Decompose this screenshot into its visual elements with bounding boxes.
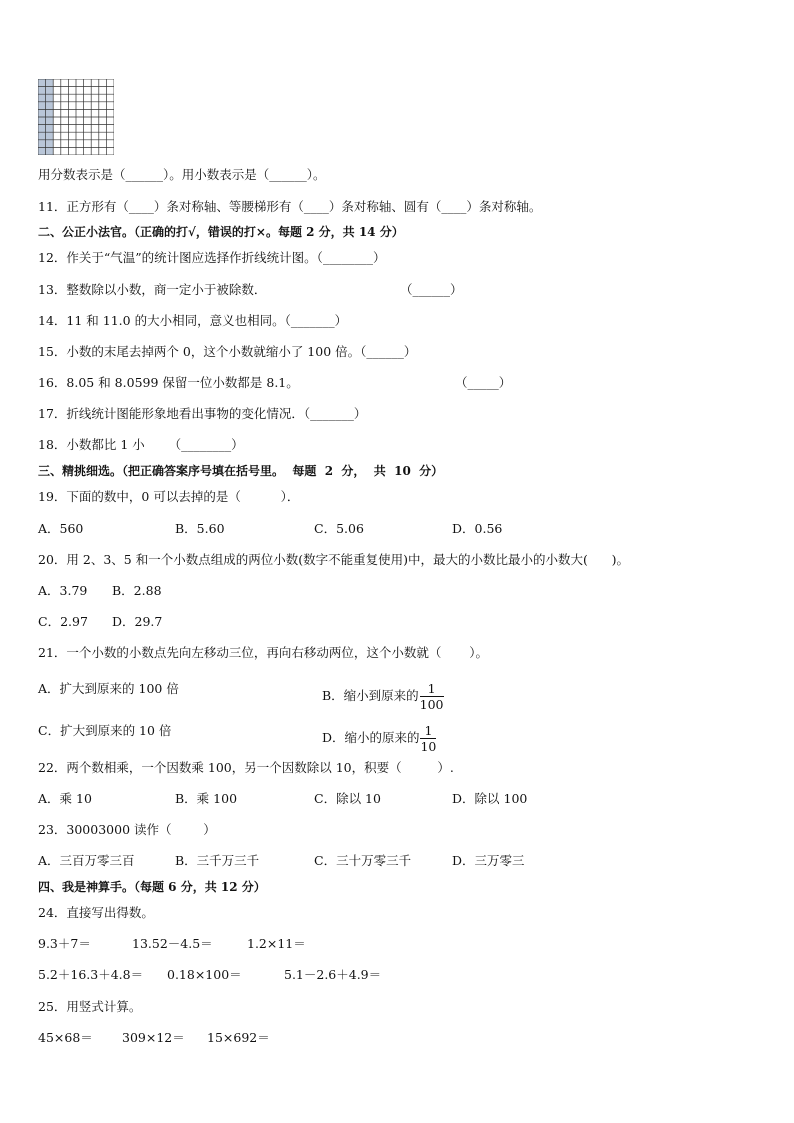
fraction-one-tenth — [420, 723, 436, 754]
section-4-heading: 四、我是神算手。（每题 6 分，共 12 分） — [38, 880, 266, 894]
calc-item: 1.2×11＝ — [247, 936, 306, 951]
calc-item: 5.1－2.6＋4.9＝ — [284, 967, 382, 982]
question-11: 11．正方形有（____）条对称轴、等腰梯形有（____）条对称轴、圆有（____）条对称轴。 — [38, 199, 542, 214]
question-15: 15．小数的末尾去掉两个 0，这个小数就缩小了 100 倍。（______） — [38, 344, 417, 359]
question-21-option-d — [314, 708, 436, 754]
question-22-option-c: C．除以 10 — [314, 791, 381, 806]
calc-item: 9.3＋7＝ — [38, 936, 91, 951]
section-2-heading: 二、公正小法官。（正确的打√，错误的打×。每题 2 分，共 14 分） — [38, 225, 404, 239]
question-22-option-a: A．乘 10 — [38, 791, 92, 806]
hundred-grid-figure — [38, 79, 114, 155]
question-19-option-b: B．5.60 — [175, 521, 225, 536]
calc-item: 5.2＋16.3＋4.8＝ — [38, 967, 144, 982]
question-18: 18．小数都比 1 小 （________） — [38, 437, 244, 452]
question-23-option-b: B．三千万三千 — [175, 853, 260, 868]
question-12: 12．作关于“气温”的统计图应选择作折线统计图。（________） — [38, 250, 386, 265]
vertical-calc-item: 45×68＝ — [38, 1030, 93, 1045]
question-20-option-c: C．2.97 — [38, 614, 88, 629]
question-19-option-a: A．560 — [38, 521, 84, 536]
calc-item: 0.18×100＝ — [167, 967, 242, 982]
question-13-text: 13．整数除以小数，商一定小于被除数． — [38, 282, 267, 297]
question-19-stem: 19．下面的数中，0 可以去掉的是（ ）． — [38, 489, 300, 504]
question-21-option-a: A．扩大到原来的 100 倍 — [38, 681, 179, 696]
question-22-option-b: B．乘 100 — [175, 791, 238, 806]
question-21-stem: 21．一个小数的小数点先向左移动三位，再向右移动两位，这个小数就（ ）。 — [38, 645, 488, 660]
fraction-numerator: 1 — [420, 723, 436, 739]
question-23-stem: 23．30003000 读作（ ） — [38, 822, 216, 837]
question-10-tail: 用分数表示是（______）。用小数表示是（______）。 — [38, 167, 326, 182]
question-24-stem: 24．直接写出得数。 — [38, 905, 154, 920]
vertical-calc-item: 15×692＝ — [207, 1030, 270, 1045]
question-23-option-c: C．三十万零三千 — [314, 853, 412, 868]
question-23-option-a: A．三百万零三百 — [38, 853, 135, 868]
section-3-heading: 三、精挑细选。（把正确答案序号填在括号里。 每题 2 分， 共 10 分） — [38, 464, 444, 478]
question-23-option-d: D．三万零三 — [452, 853, 525, 868]
question-16-blank: （_____） — [455, 375, 512, 390]
question-21-option-c: C．扩大到原来的 10 倍 — [38, 723, 172, 738]
question-22-option-d: D．除以 100 — [452, 791, 528, 806]
question-13-blank: （______） — [400, 282, 463, 297]
question-16-text: 16．8.05 和 8.0599 保留一位小数都是 8.1。 — [38, 375, 299, 390]
fraction-denominator: 10 — [420, 739, 437, 754]
question-21-option-b-text: B．缩小到原来的 — [321, 688, 419, 703]
question-14: 14．11 和 11.0 的大小相同，意义也相同。（_______） — [38, 313, 348, 328]
vertical-calc-item: 309×12＝ — [122, 1030, 185, 1045]
question-21-option-b — [314, 666, 444, 712]
question-20-option-d: D．29.7 — [112, 614, 163, 629]
fraction-denominator: 100 — [419, 697, 444, 712]
question-19-option-d: D．0.56 — [452, 521, 503, 536]
calc-item: 13.52－4.5＝ — [132, 936, 213, 951]
question-21-option-d-text: D．缩小的原来的 — [321, 730, 420, 745]
question-22-stem: 22．两个数相乘，一个因数乘 100，另一个因数除以 10，积要（ ）. — [38, 760, 454, 775]
question-20-stem: 20．用 2、3、5 和一个小数点组成的两位小数(数字不能重复使用)中，最大的小数比最小的小数大( )。 — [38, 552, 630, 567]
question-19-option-c: C．5.06 — [314, 521, 364, 536]
question-20-option-b: B．2.88 — [112, 583, 162, 598]
question-25-stem: 25．用竖式计算。 — [38, 999, 142, 1014]
question-20-option-a: A．3.79 — [38, 583, 88, 598]
fraction-numerator: 1 — [420, 681, 444, 697]
question-17: 17．折线统计图能形象地看出事物的变化情况．（_______） — [38, 406, 367, 421]
